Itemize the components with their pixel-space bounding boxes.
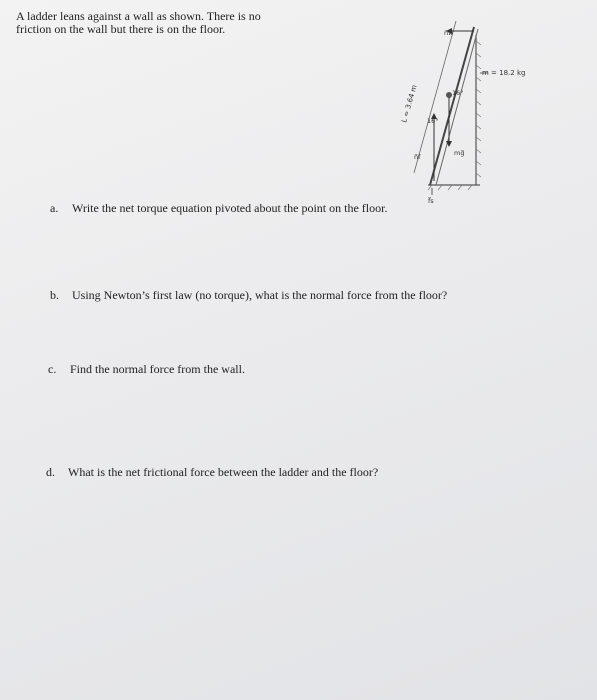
- length-label: L = 3.64 m: [400, 83, 419, 124]
- weight-label: mg⃗: [454, 149, 465, 157]
- problem-intro: A ladder leans against a wall as shown. There is no friction on the wall but there is on the floor.: [16, 9, 261, 36]
- floor: [428, 185, 480, 190]
- question-b-letter: b.: [50, 288, 59, 302]
- floor-normal-label: n⃗f: [414, 153, 421, 161]
- ladder: [430, 27, 478, 185]
- question-b-text: Using Newton’s first law (no torque), what is the normal force from the floor?: [72, 288, 448, 302]
- question-d-text: What is the net frictional force between the ladder and the floor?: [68, 465, 379, 479]
- question-a: [50, 201, 387, 216]
- wall-normal-label: n⃗w: [444, 29, 454, 37]
- question-d: [46, 465, 378, 480]
- angle-mid-label: 16°: [427, 117, 439, 125]
- question-b: [50, 288, 447, 303]
- question-d-letter: d.: [46, 465, 55, 479]
- mass-label: m = 18.2 kg: [482, 69, 526, 77]
- question-a-letter: a.: [50, 201, 59, 215]
- wall: [476, 35, 481, 185]
- friction-label: f⃗s: [428, 197, 434, 205]
- question-c-text: Find the normal force from the wall.: [70, 362, 245, 376]
- ladder-diagram: [370, 5, 570, 210]
- angle-top-label: 16°: [452, 89, 464, 97]
- question-a-text: Write the net torque equation pivoted about the point on the floor.: [72, 201, 388, 215]
- question-c: [48, 362, 245, 377]
- question-c-letter: c.: [48, 362, 57, 376]
